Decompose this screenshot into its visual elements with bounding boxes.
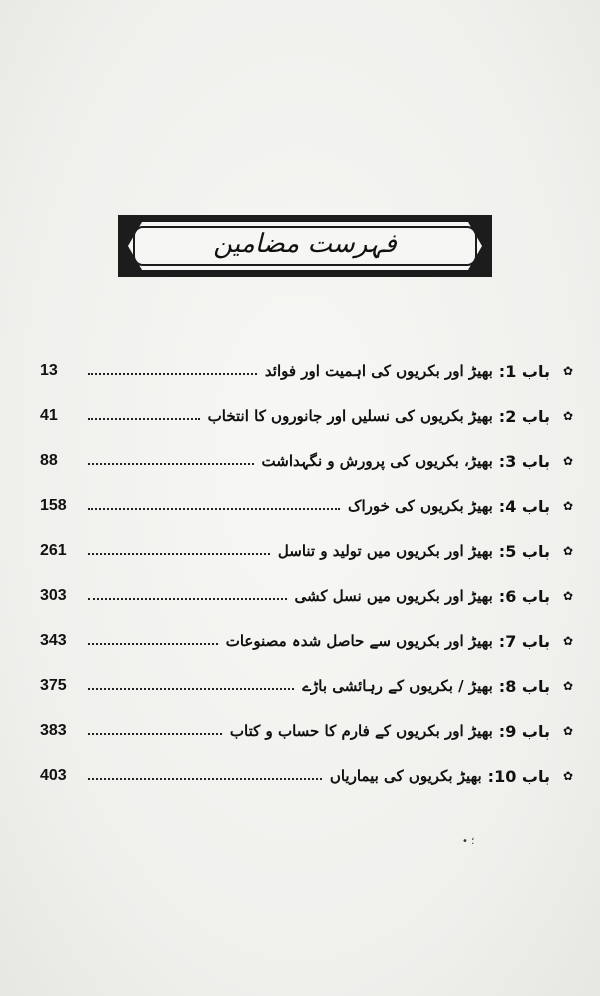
toc-dot-leader bbox=[88, 463, 254, 465]
toc-page-number: 343 bbox=[40, 632, 67, 649]
toc-page-number: 41 bbox=[40, 407, 58, 424]
toc-row[interactable] bbox=[40, 716, 576, 761]
page-marks: • ؛ bbox=[462, 836, 475, 847]
toc-row[interactable] bbox=[40, 761, 576, 806]
toc-page-number: 403 bbox=[40, 767, 67, 784]
toc-dot-leader bbox=[88, 778, 322, 780]
flower-bullet-icon: ✿ bbox=[562, 364, 574, 378]
toc-chapter-title: بھیڑ اور بکریوں سے حاصل شدہ مصنوعات bbox=[225, 632, 493, 650]
toc-chapter-label: باب 6: bbox=[498, 586, 550, 606]
toc-chapter-label: باب 9: bbox=[498, 721, 550, 741]
toc-row[interactable] bbox=[40, 626, 576, 671]
toc-chapter-title: بھیڑ اور بکریوں کی اہمیت اور فوائد bbox=[264, 362, 493, 380]
toc-entry bbox=[262, 446, 576, 476]
toc-row[interactable] bbox=[40, 446, 576, 491]
flower-bullet-icon: ✿ bbox=[562, 634, 574, 648]
toc-dot-leader bbox=[88, 418, 200, 420]
toc-entry bbox=[330, 761, 576, 791]
flower-bullet-icon: ✿ bbox=[562, 769, 574, 783]
flower-bullet-icon: ✿ bbox=[562, 679, 574, 693]
toc-dot-leader bbox=[88, 688, 294, 690]
toc-chapter-label: باب 2: bbox=[498, 406, 550, 426]
toc-dot-leader bbox=[88, 733, 222, 735]
toc-entry bbox=[348, 491, 576, 521]
toc-chapter-label: باب 5: bbox=[498, 541, 550, 561]
toc-page-number: 375 bbox=[40, 677, 67, 694]
toc-chapter-title: بھیڑ بکریوں کی نسلیں اور جانوروں کا انتخاب bbox=[207, 407, 493, 425]
toc-chapter-title: بھیڑ بکریوں کی بیماریاں bbox=[329, 767, 482, 785]
toc-chapter-label: باب 3: bbox=[498, 451, 550, 471]
toc-page-number: 303 bbox=[40, 587, 67, 604]
flower-bullet-icon: ✿ bbox=[562, 544, 574, 558]
toc-dot-leader bbox=[88, 508, 340, 510]
toc-row[interactable] bbox=[40, 491, 576, 536]
toc-page-number: 13 bbox=[40, 362, 58, 379]
flower-bullet-icon: ✿ bbox=[562, 589, 574, 603]
flower-bullet-icon: ✿ bbox=[562, 409, 574, 423]
toc-page-number: 383 bbox=[40, 722, 67, 739]
page-title: فہرست مضامین bbox=[213, 229, 397, 259]
toc-entry bbox=[302, 671, 576, 701]
flower-bullet-icon: ✿ bbox=[562, 454, 574, 468]
toc-dot-leader bbox=[88, 643, 218, 645]
toc-entry bbox=[265, 356, 576, 386]
toc-chapter-title: بھیڑ اور بکریوں میں نسل کشی bbox=[294, 587, 493, 605]
toc-row[interactable] bbox=[40, 536, 576, 581]
toc-dot-leader bbox=[88, 553, 270, 555]
toc-chapter-label: باب 4: bbox=[498, 496, 550, 516]
toc-chapter-title: بھیڑ اور بکریوں میں تولید و تناسل bbox=[277, 542, 493, 560]
toc-page-number: 88 bbox=[40, 452, 58, 469]
toc-entry bbox=[278, 536, 576, 566]
toc-entry bbox=[208, 401, 576, 431]
toc-chapter-label: باب 10: bbox=[487, 766, 550, 786]
toc-entry bbox=[295, 581, 576, 611]
toc-page-number: 261 bbox=[40, 542, 67, 559]
flower-bullet-icon: ✿ bbox=[562, 724, 574, 738]
toc-row[interactable] bbox=[40, 671, 576, 716]
toc-row[interactable] bbox=[40, 356, 576, 401]
table-of-contents bbox=[40, 356, 576, 806]
toc-row[interactable] bbox=[40, 581, 576, 626]
toc-chapter-title: بھیڑ / بکریوں کے رہائشی باڑے bbox=[302, 677, 493, 695]
toc-dot-leader bbox=[88, 598, 287, 600]
flower-bullet-icon: ✿ bbox=[562, 499, 574, 513]
toc-entry bbox=[230, 716, 576, 746]
toc-chapter-title: بھیڑ، بکریوں کی پرورش و نگہداشت bbox=[261, 452, 493, 470]
toc-chapter-label: باب 1: bbox=[498, 361, 550, 381]
toc-chapter-title: بھیڑ بکریوں کی خوراک bbox=[348, 497, 493, 515]
toc-chapter-label: باب 8: bbox=[498, 676, 550, 696]
toc-entry bbox=[226, 626, 576, 656]
toc-page-number: 158 bbox=[40, 497, 67, 514]
toc-row[interactable] bbox=[40, 401, 576, 446]
toc-dot-leader bbox=[88, 373, 257, 375]
toc-chapter-title: بھیڑ اور بکریوں کے فارم کا حساب و کتاب bbox=[229, 722, 493, 740]
title-frame bbox=[118, 215, 492, 277]
toc-chapter-label: باب 7: bbox=[498, 631, 550, 651]
